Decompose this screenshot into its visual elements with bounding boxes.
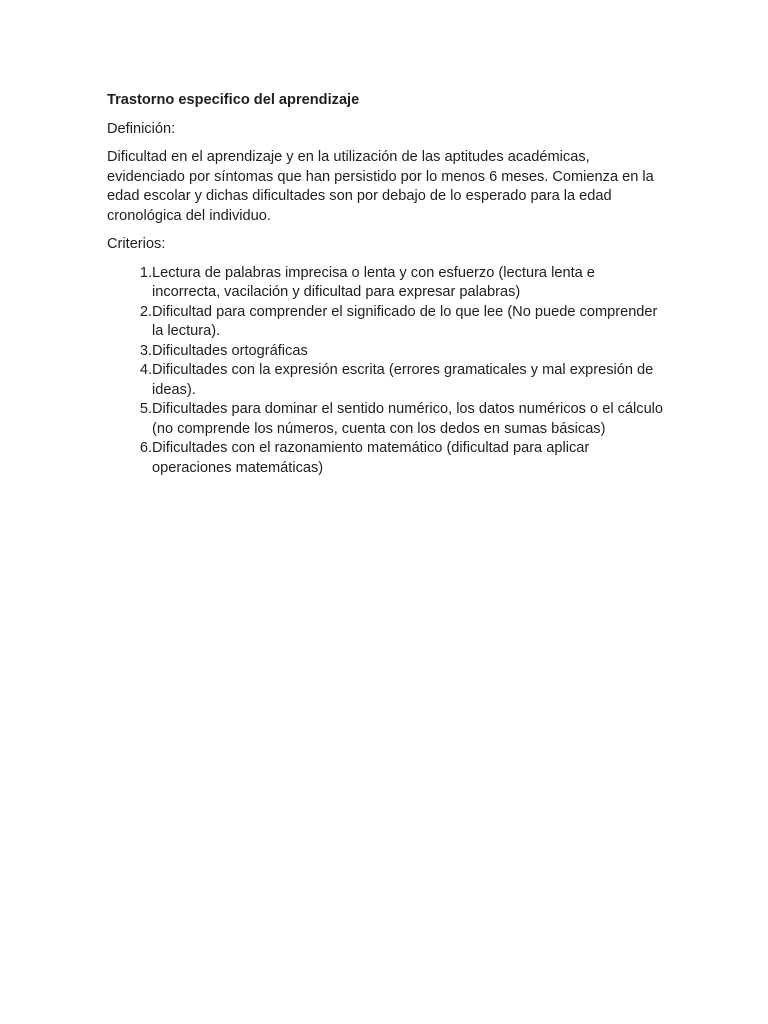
- criteria-list: [107, 264, 667, 479]
- criteria-label: Criterios:: [107, 236, 166, 252]
- list-item: [107, 264, 667, 303]
- list-number: 6.: [139, 440, 152, 456]
- list-item: [107, 342, 667, 362]
- list-item: [107, 361, 667, 400]
- list-text: Dificultades con el razonamiento matemático (dificultad para aplicar operaciones matemáticas): [152, 440, 590, 476]
- list-number: 4.: [139, 362, 152, 378]
- document-content: [107, 91, 667, 478]
- list-item: [107, 439, 667, 478]
- document-title: Trastorno especifico del aprendizaje: [107, 92, 360, 108]
- list-text: Dificultades ortográficas: [152, 342, 308, 359]
- list-text: Dificultades con la expresión escrita (errores gramaticales y mal expresión de ideas).: [152, 362, 654, 398]
- list-text: Dificultad para comprender el significado de lo que lee (No puede comprender la lectura).: [152, 303, 658, 339]
- list-number: 3.: [139, 342, 152, 359]
- list-text: Lectura de palabras imprecisa o lenta y con esfuerzo (lectura lenta e incorrecta, vacilación y dificultad para expresar palabras): [152, 264, 595, 300]
- list-text: Dificultades para dominar el sentido numérico, los datos numéricos o el cálculo (no comprende los números, cuenta con los dedos en sumas básicas): [152, 401, 664, 437]
- list-item: [107, 400, 667, 439]
- definition-label: Definición:: [107, 120, 176, 137]
- list-number: 2.: [139, 303, 152, 320]
- definition-text: Dificultad en el aprendizaje y en la utilización de las aptitudes académicas, evidenciado por síntomas que han persistido por lo menos 6 meses. Comienza en la edad escolar y dichas dificultades son por debajo de lo esperado para la edad cronológica del individuo.: [107, 149, 654, 224]
- list-number: 5.: [139, 401, 152, 417]
- list-number: 1.: [139, 264, 152, 281]
- list-item: [107, 303, 667, 342]
